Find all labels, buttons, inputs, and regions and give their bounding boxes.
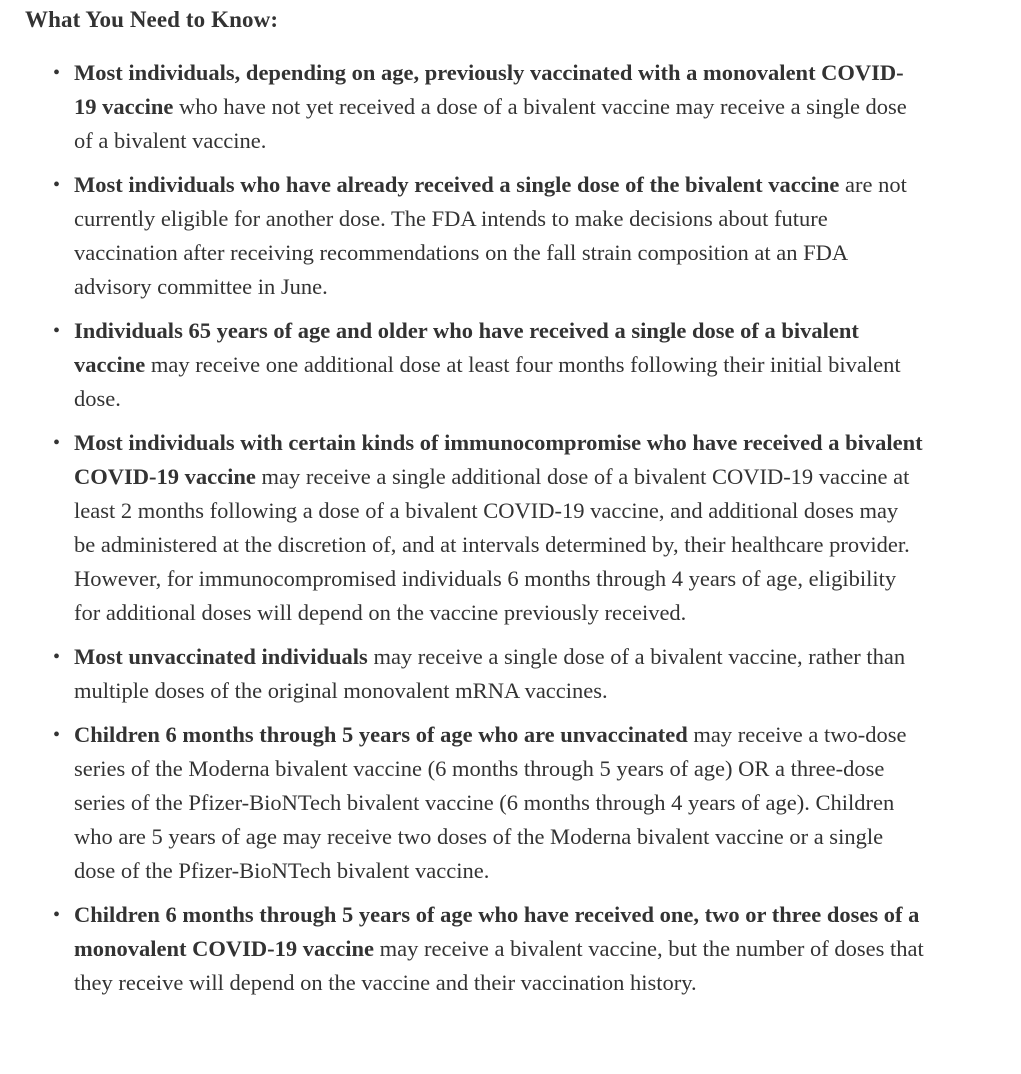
list-item [53, 314, 924, 416]
list-item-bold-lead: Most individuals, depending on age, previously vaccinated with a monovalent COVID-19 vaccine [74, 60, 904, 119]
list-item-bold-lead: Most unvaccinated individuals [74, 644, 368, 669]
list-item-bold-lead: Most individuals with certain kinds of immunocompromise who have received a bivalent COVID-19 vaccine [74, 430, 923, 489]
list-item-bold-lead: Children 6 months through 5 years of age who have received one, two or three doses of a monovalent COVID-19 vaccine [74, 902, 920, 961]
list-item-text: who have not yet received a dose of a bivalent vaccine may receive a single dose of a bivalent vaccine. [74, 94, 907, 153]
list-item-bold-lead: Children 6 months through 5 years of age who are unvaccinated [74, 722, 688, 747]
bullet-icon: • [53, 174, 61, 196]
list-item [53, 640, 924, 708]
bullet-icon: • [53, 904, 61, 926]
list-item-text: may receive a single dose of a bivalent vaccine, rather than multiple doses of the original monovalent mRNA vaccines. [74, 644, 906, 703]
list-item [53, 168, 924, 304]
list-item [53, 898, 924, 1000]
list-item-text: may receive a bivalent vaccine, but the number of doses that they receive will depend on the vaccine and their vaccination history. [74, 936, 924, 995]
list-item [53, 426, 924, 630]
list-item [53, 56, 924, 158]
list-item-text: may receive a single additional dose of a bivalent COVID-19 vaccine at least 2 months following a dose of a bivalent COVID-19 vaccine, and additional doses may be administered at the discretion of, and at intervals determined by, their healthcare provider. However, for immunocompromised individuals 6 months through 4 years of age, eligibility for additional doses will depend on the vaccine previously received. [74, 464, 910, 625]
list-item [53, 718, 924, 888]
section-heading: What You Need to Know: [25, 7, 279, 32]
bullet-icon: • [53, 432, 61, 454]
list-item-text: are not currently eligible for another dose. The FDA intends to make decisions about future vaccination after receiving recommendations on the fall strain composition at an FDA advisory committee in June. [74, 172, 907, 299]
list-item-bold-lead: Most individuals who have already received a single dose of the bivalent vaccine [74, 172, 840, 197]
key-facts-list [25, 56, 924, 1000]
bullet-icon: • [53, 646, 61, 668]
bullet-icon: • [53, 724, 61, 746]
bullet-icon: • [53, 320, 61, 342]
list-item-text: may receive a two-dose series of the Moderna bivalent vaccine (6 months through 5 years of age) OR a three-dose series of the Pfizer-BioNTech bivalent vaccine (6 months through 4 years of age). Children who are 5 years of age may receive two doses of the Moderna bivalent vaccine or a single dose of the Pfizer-BioNTech bivalent vaccine. [74, 722, 907, 883]
list-item-bold-lead: Individuals 65 years of age and older who have received a single dose of a bivalent vaccine [74, 318, 859, 377]
list-item-text: may receive one additional dose at least four months following their initial bivalent dose. [74, 352, 901, 411]
bullet-icon: • [53, 62, 61, 84]
